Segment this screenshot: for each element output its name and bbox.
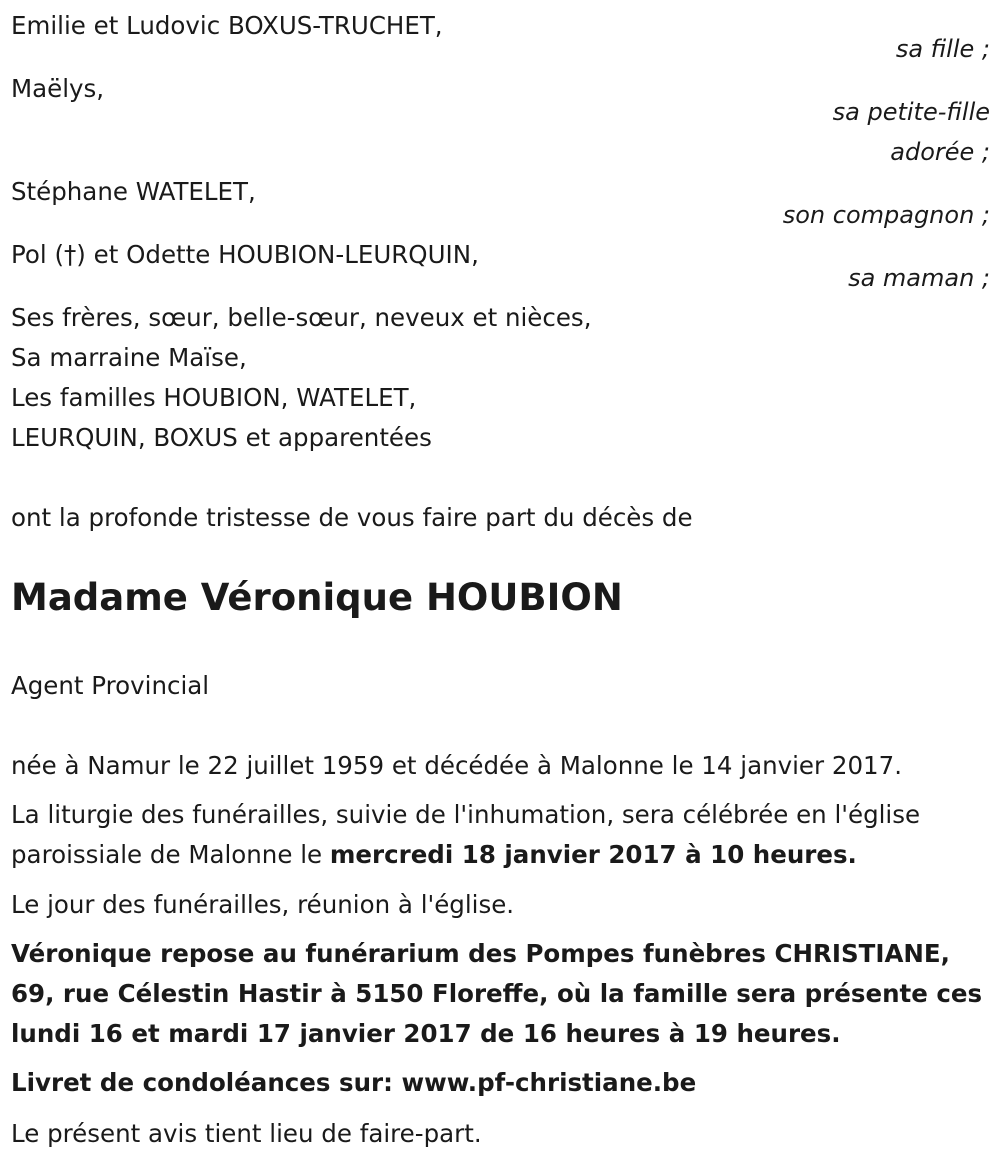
liturgy-paragraph — [11, 795, 996, 875]
others-line-1: Ses frères, sœur, belle-sœur, neveux et nièces, — [11, 303, 592, 332]
family-name-1: Emilie et Ludovic BOXUS-TRUCHET, — [11, 11, 443, 40]
family-relation-1: sa fille ; — [895, 35, 990, 63]
family-relation-2b: adorée ; — [890, 138, 990, 166]
deceased-name: Madame Véronique HOUBION — [11, 576, 623, 619]
condolences-link[interactable]: Livret de condoléances sur: www.pf-christiane.be — [11, 1068, 697, 1097]
family-name-2: Maëlys, — [11, 74, 105, 103]
others-line-2: Sa marraine Maïse, — [11, 343, 247, 372]
rest-line-2: 69, rue Célestin Hastir à 5150 Floreffe, où la famille sera présente ces — [11, 979, 983, 1008]
closing-note: Le présent avis tient lieu de faire-part. — [11, 1119, 482, 1148]
rest-line-1: Véronique repose au funérarium des Pompes funèbres CHRISTIANE, — [11, 939, 950, 968]
birth-death-dates: née à Namur le 22 juillet 1959 et décédée à Malonne le 14 janvier 2017. — [11, 751, 902, 780]
others-line-4: LEURQUIN, BOXUS et apparentées — [11, 423, 432, 452]
liturgy-text: La liturgie des funérailles, suivie de l'inhumation, sera célébrée en l'église paroissiale de Malonne le — [11, 800, 921, 869]
rest-line-3: lundi 16 et mardi 17 janvier 2017 de 16 heures à 19 heures. — [11, 1019, 841, 1048]
liturgy-datetime: mercredi 18 janvier 2017 à 10 heures. — [329, 840, 857, 869]
announcement: ont la profonde tristesse de vous faire part du décès de — [11, 503, 693, 532]
family-name-3: Stéphane WATELET, — [11, 177, 256, 206]
family-relation-4: sa maman ; — [848, 264, 990, 292]
meeting-info: Le jour des funérailles, réunion à l'église. — [11, 890, 515, 919]
family-name-4: Pol (†) et Odette HOUBION-LEURQUIN, — [11, 240, 479, 269]
family-relation-3: son compagnon ; — [782, 201, 990, 229]
family-relation-2a: sa petite-fille — [832, 98, 990, 126]
occupation: Agent Provincial — [11, 671, 210, 700]
others-line-3: Les familles HOUBION, WATELET, — [11, 383, 417, 412]
